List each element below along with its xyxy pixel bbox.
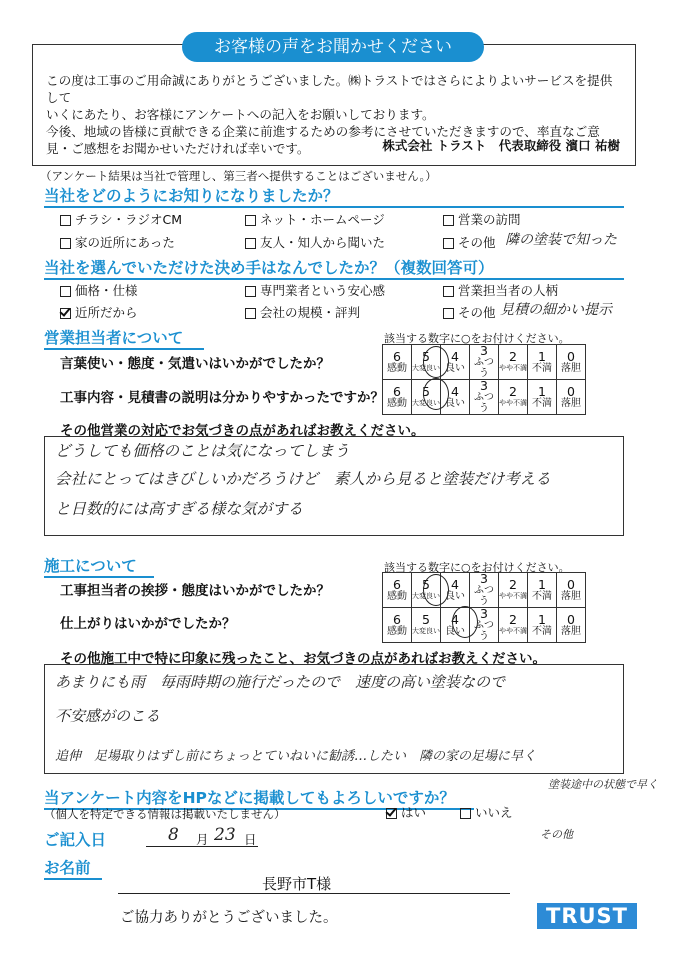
construction-heading: 施工について	[44, 554, 154, 578]
rating-cell-1[interactable]: 1 不満	[528, 608, 557, 643]
rating-cell-1[interactable]: 1 不満	[528, 345, 557, 380]
checkbox[interactable]	[245, 215, 256, 226]
rating-cell-2[interactable]: 2 やや不満	[499, 608, 528, 643]
selection-circle	[423, 378, 449, 410]
checkbox[interactable]	[60, 286, 71, 297]
rating-cell-0[interactable]: 0 落胆	[557, 345, 586, 380]
intro-line: 今後、地域の皆様に貢献できる企業に前進するための参考にさせていただきますので、率直なご意	[46, 124, 600, 139]
sales-comment-prompt: その他営業の対応でお気づきの点があればお教えください。	[60, 423, 425, 439]
checkbox[interactable]	[443, 286, 454, 297]
rating-cell-0[interactable]: 0 落胆	[557, 608, 586, 643]
checkbox[interactable]	[443, 215, 454, 226]
rating-cell-3[interactable]: 3 ふつう	[470, 380, 499, 415]
rating-cell-4[interactable]: 4 良い	[441, 380, 470, 415]
rating-cell-3[interactable]: 3 ふつう	[470, 608, 499, 643]
name-underline	[118, 893, 510, 894]
rating-cell-0[interactable]: 0 落胆	[557, 573, 586, 608]
rating-cell-0[interactable]: 0 落胆	[557, 380, 586, 415]
rating-cell-6[interactable]: 6 感動	[383, 380, 412, 415]
checkbox-checked[interactable]	[60, 308, 71, 319]
q2-other-answer: 見積の細かい提示	[500, 302, 612, 318]
q2-option-personality[interactable]: 営業担当者の人柄	[443, 281, 558, 299]
rating-cell-5[interactable]: 5 大変良い	[412, 345, 441, 380]
rating-cell-2[interactable]: 2 やや不満	[499, 573, 528, 608]
rating-cell-6[interactable]: 6 感動	[383, 345, 412, 380]
construction-comment-box[interactable]	[44, 664, 624, 774]
survey-title: お客様の声をお聞かせください	[182, 32, 484, 62]
construction-q2: 仕上がりはいかがでしたか？	[60, 616, 236, 632]
rating-cell-4[interactable]: 4 良い	[441, 345, 470, 380]
q1-option-other[interactable]: その他	[443, 233, 496, 251]
sales-q2: 工事内容・見積書の説明は分かりやすかったですか？	[60, 390, 384, 406]
q2-option-other[interactable]: その他	[443, 303, 496, 321]
checkbox[interactable]	[245, 308, 256, 319]
selection-circle	[452, 606, 478, 638]
q1-option-visit[interactable]: 営業の訪問	[443, 210, 521, 228]
rating-row-sales-q2	[383, 380, 586, 415]
privacy-note: （アンケート結果は当社で管理し、第三者へ提供することはございません。）	[40, 169, 437, 183]
construction-comment-prompt: その他施工中で特に印象に残ったこと、お気づきの点があればお教えください。	[60, 651, 546, 667]
q2-option-specialist[interactable]: 専門業者という安心感	[245, 281, 385, 299]
publish-heading: 当アンケート内容をHPなどに掲載してもよろしいですか？	[44, 786, 474, 810]
rating-cell-3[interactable]: 3 ふつう	[470, 573, 499, 608]
date-month-value: 8	[168, 825, 179, 845]
date-day-unit: 日	[244, 832, 257, 847]
checkbox[interactable]	[60, 238, 71, 249]
construction-comment-line: 追伸 足場取りはずし前にちょっとていねいに勧誘…したい 隣の家の足場に早く	[55, 749, 537, 764]
rating-cell-6[interactable]: 6 感動	[383, 573, 412, 608]
selection-circle	[423, 574, 449, 606]
checkbox-checked[interactable]	[386, 808, 397, 819]
rating-cell-1[interactable]: 1 不満	[528, 573, 557, 608]
checkbox[interactable]	[460, 808, 471, 819]
sales-comment-line: 会社にとってはきびしいかだろうけど 素人から見ると塗装だけ考える	[55, 470, 551, 488]
name-value: 長野市T様	[262, 875, 332, 893]
publish-yes-option[interactable]: はい	[386, 803, 426, 821]
rating-cell-1[interactable]: 1 不満	[528, 380, 557, 415]
company-signature: 株式会社 トラスト 代表取締役 濱口 祐樹	[382, 138, 620, 153]
checkbox[interactable]	[245, 286, 256, 297]
rating-row-sales-q1	[383, 345, 586, 380]
q1-option-flyer[interactable]: チラシ・ラジオCM	[60, 210, 182, 228]
publish-note: （個人を特定できる情報は掲載いたしません）	[44, 807, 286, 821]
rating-cell-2[interactable]: 2 やや不満	[499, 380, 528, 415]
date-day-value: 23	[214, 825, 236, 845]
intro-line: この度は工事のご用命誠にありがとうございました。㈱トラストではさらによりよいサービスを提供して	[46, 73, 613, 105]
construction-comment-line: 不安感がのこる	[55, 707, 161, 725]
rating-cell-4[interactable]: 4 良い	[441, 573, 470, 608]
sales-q1: 言葉使い・態度・気遣いはいかがでしたか？	[60, 356, 330, 372]
q2-option-reputation[interactable]: 会社の規模・評判	[245, 303, 360, 321]
construction-q1: 工事担当者の挨拶・態度はいかがでしたか？	[60, 583, 330, 599]
construction-comment-overflow: その他	[540, 828, 573, 841]
thanks-message: ご協力ありがとうございました。	[120, 910, 338, 926]
checkbox[interactable]	[60, 215, 71, 226]
name-label: お名前	[44, 856, 102, 880]
sales-comment-line: と日数的には高すぎる様な気がする	[55, 500, 304, 518]
rating-hint: 該当する数字に○をお付けください。	[384, 561, 570, 574]
q2-option-price[interactable]: 価格・仕様	[60, 281, 138, 299]
rating-cell-3[interactable]: 3 ふつう	[470, 345, 499, 380]
q1-option-nearby[interactable]: 家の近所にあった	[60, 233, 175, 251]
construction-comment-line: あまりにも雨 毎雨時期の施行だったので 速度の高い塗装なので	[55, 673, 506, 691]
construction-comment-overflow: 塗装途中の状態で早く	[548, 778, 658, 791]
sales-heading: 営業担当者について	[44, 326, 204, 350]
trust-logo: TRUST	[537, 903, 637, 929]
selection-circle	[423, 346, 449, 378]
q2-option-nearby[interactable]: 近所だから	[60, 303, 138, 321]
sales-comment-box[interactable]	[44, 436, 624, 536]
q1-option-friend[interactable]: 友人・知人から聞いた	[245, 233, 385, 251]
checkbox[interactable]	[245, 238, 256, 249]
rating-cell-5[interactable]: 5 大変良い	[412, 380, 441, 415]
date-month-unit: 月	[196, 832, 209, 847]
sales-comment-line: どうしても価格のことは気になってしまう	[55, 442, 350, 460]
q1-other-answer: 隣の塗装で知った	[505, 232, 617, 248]
rating-row-construction-q2	[383, 608, 586, 643]
rating-cell-6[interactable]: 6 感動	[383, 608, 412, 643]
rating-cell-5[interactable]: 5 大変良い	[412, 573, 441, 608]
q1-heading: 当社をどのようにお知りになりましたか？	[44, 184, 624, 208]
intro-line: 見・ご感想をお聞かせいただければ幸いです。	[46, 141, 310, 156]
intro-line: いくにあたり、お客様にアンケートへの記入をお願いしております。	[46, 107, 435, 122]
rating-cell-5[interactable]: 5 大変良い	[412, 608, 441, 643]
q1-option-web[interactable]: ネット・ホームページ	[245, 210, 385, 228]
rating-row-construction-q1	[383, 573, 586, 608]
q2-heading: 当社を選んでいただけた決め手はなんでしたか？（複数回答可）	[44, 256, 624, 280]
checkbox[interactable]	[443, 238, 454, 249]
checkbox[interactable]	[443, 308, 454, 319]
rating-cell-2[interactable]: 2 やや不満	[499, 345, 528, 380]
rating-hint: 該当する数字に○をお付けください。	[384, 332, 570, 345]
publish-no-option[interactable]: いいえ	[460, 803, 513, 821]
rating-cell-4[interactable]: 4 良い	[441, 608, 470, 643]
sales-rating-table	[382, 344, 586, 415]
date-label: ご記入日	[44, 831, 107, 849]
construction-rating-table	[382, 572, 586, 643]
